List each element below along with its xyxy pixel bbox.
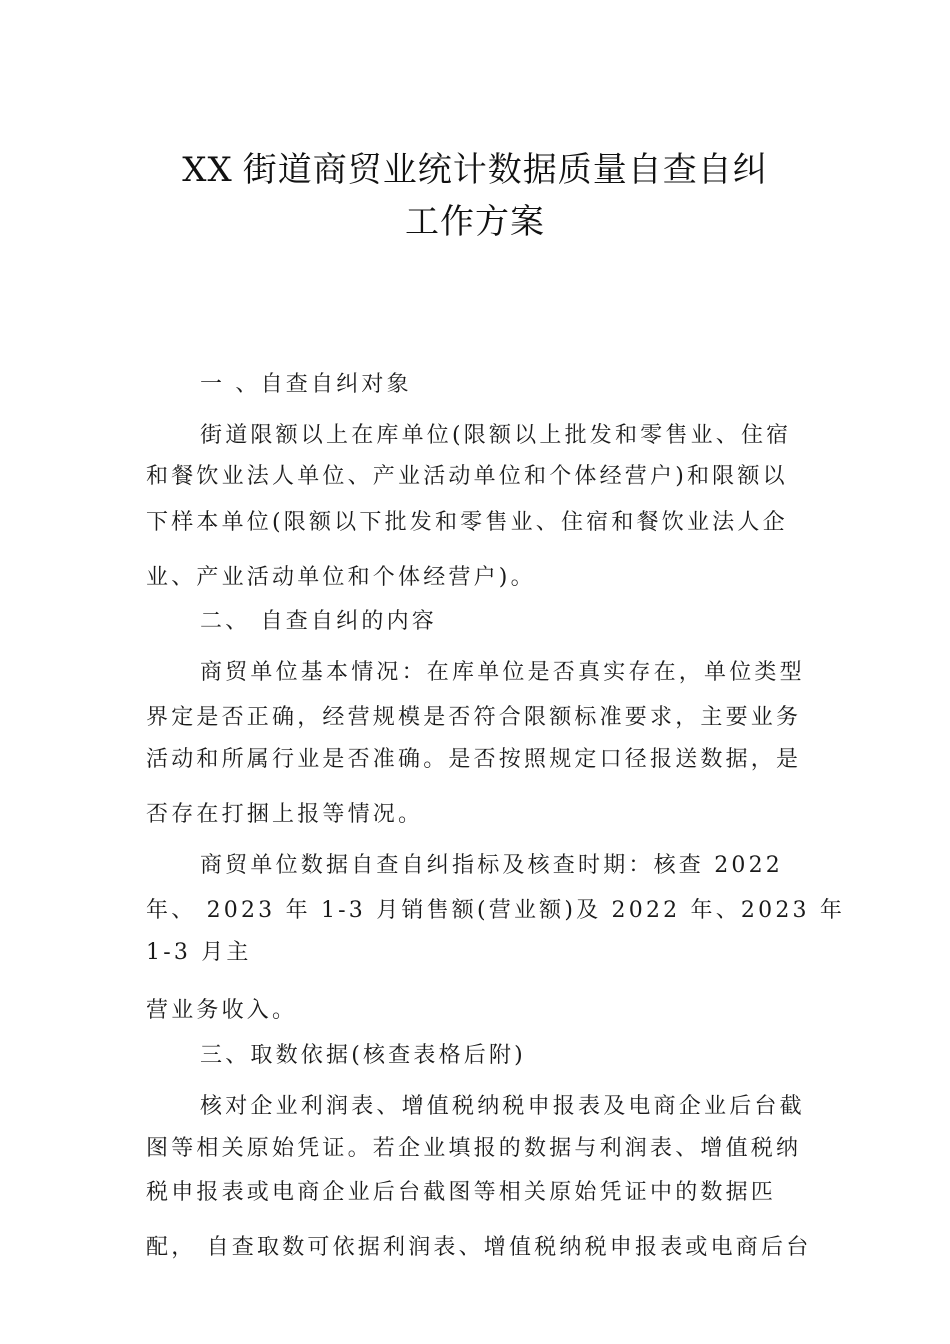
paragraph-line: 1-3 月主	[146, 940, 252, 965]
paragraph-line: 核对企业利润表、增值税纳税申报表及电商企业后台截	[200, 1094, 805, 1119]
paragraph-line: 活动和所属行业是否准确。是否按照规定口径报送数据，是	[146, 747, 802, 772]
section-heading-1: 一 、自查自纠对象	[200, 372, 412, 397]
document-title-line-2: 工作方案	[405, 202, 545, 242]
paragraph-line: 和餐饮业法人单位、产业活动单位和个体经营户)和限额以	[146, 464, 788, 489]
section-heading-2: 二、 自查自纠的内容	[200, 609, 437, 634]
paragraph-line: 商贸单位数据自查自纠指标及核查时期：核查 2022	[200, 853, 783, 878]
paragraph-line: 商贸单位基本情况：在库单位是否真实存在，单位类型	[200, 660, 805, 685]
paragraph-line: 配， 自查取数可依据利润表、增值税纳税申报表或电商后台	[146, 1235, 812, 1260]
paragraph-line: 界定是否正确，经营规模是否符合限额标准要求，主要业务	[146, 705, 802, 730]
title-text: 街道商贸业统计数据质量自查自纠	[242, 150, 768, 190]
paragraph-line: 下样本单位(限额以下批发和零售业、住宿和餐饮业法人企	[146, 510, 788, 535]
title-prefix: XX	[182, 150, 233, 190]
document-title-line-1	[0, 142, 950, 191]
paragraph-line: 否存在打捆上报等情况。	[146, 802, 424, 827]
paragraph-line: 营业务收入。	[146, 998, 298, 1023]
paragraph-line: 年、 2023 年 1-3 月销售额(营业额)及 2022 年、2023 年	[146, 898, 846, 923]
paragraph-line: 图等相关原始凭证。若企业填报的数据与利润表、增值税纳	[146, 1136, 802, 1161]
paragraph-line: 街道限额以上在库单位(限额以上批发和零售业、住宿	[200, 423, 792, 448]
paragraph-line: 税申报表或电商企业后台截图等相关原始凭证中的数据匹	[146, 1180, 777, 1205]
section-heading-3: 三、取数依据(核查表格后附)	[200, 1043, 526, 1068]
paragraph-line: 业、产业活动单位和个体经营户)。	[146, 565, 536, 590]
